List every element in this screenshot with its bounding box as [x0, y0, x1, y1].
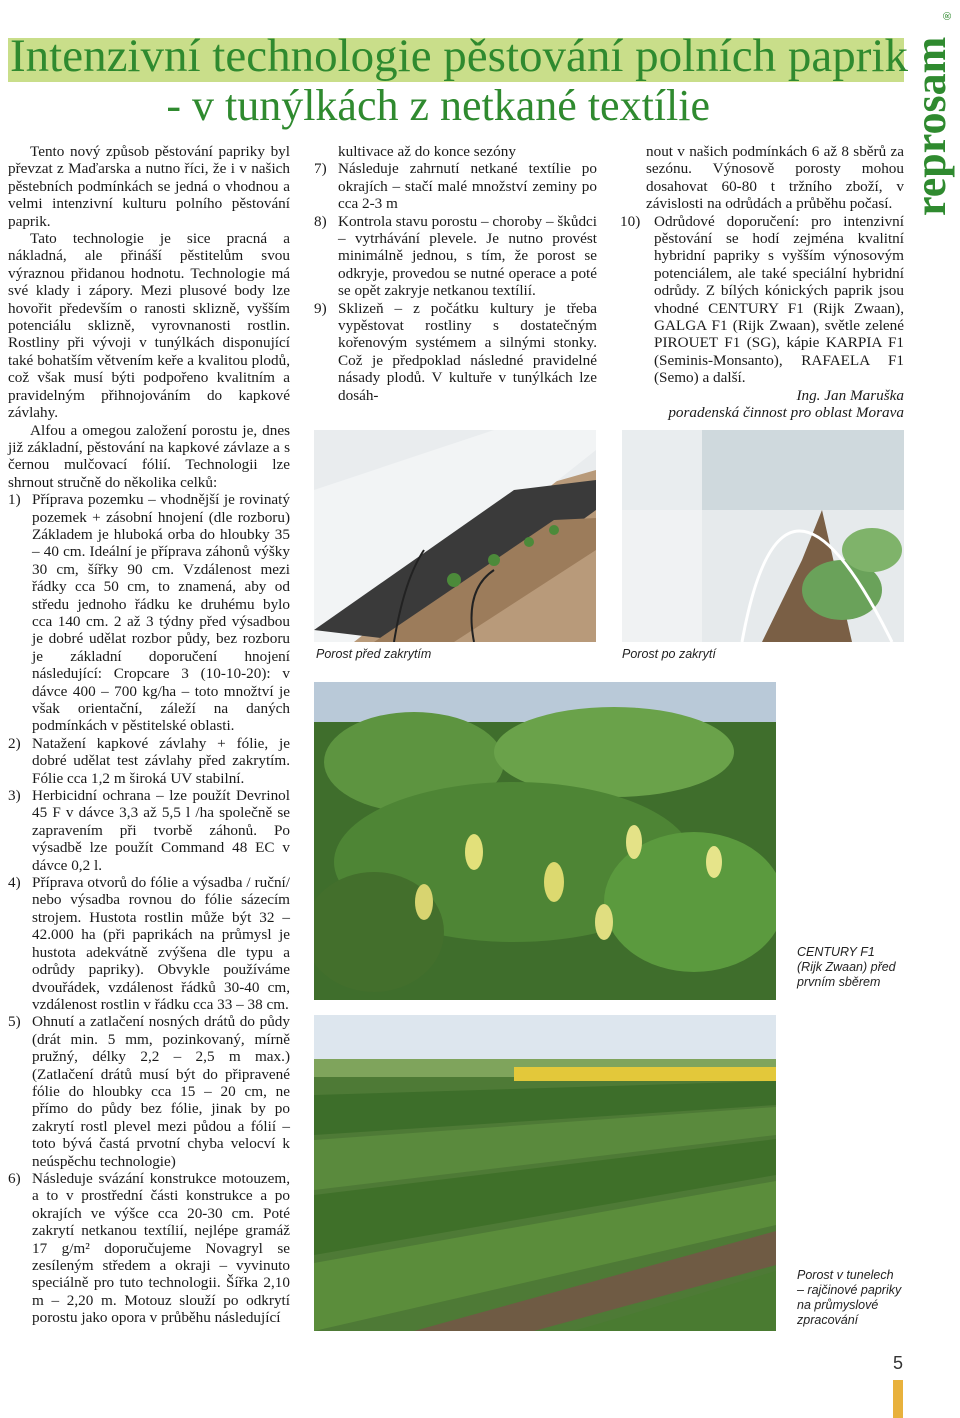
page-accent-bar	[893, 1380, 903, 1418]
photo-field-after-covering	[622, 430, 904, 642]
column-1	[8, 143, 290, 1327]
list-item: 3) Herbicidní ochrana – lze použít Devrinol 45 F v dávce 3,3 až 5,5 l /ha společně se zapravením při tvorbě záhonů. Po výsadbě lze použít Command 48 EC v dávce 0,2 l.	[8, 787, 290, 874]
photo-field-rows	[314, 1015, 776, 1331]
summary-paragraph: Alfou a omegou založení porostu je, dnes již základní, pěstování na kapkové závlaze a s černou mulčovací fólií. Technologii lze shrnout stručně do několika celků:	[8, 421, 290, 491]
list-item: 8) Kontrola stavu porostu – choroby – škůdci – vytrhávání plevele. Je nutno provést minimálně jednou, s tím, že porost se odkryje, provedou se nutné operace a poté se opět zakryje netkanou textílií.	[314, 212, 597, 300]
column-2	[314, 143, 597, 404]
pros-cons-paragraph: Tato technologie je sice pracná a nákladná, ale přináší pěstitelům svou výraznou přidanou hodnotu. Technologie má své klady i zápory. Mezi plusové body lze hovořit především o ranosti sklizně, vyšším potenciálu sklizně, vyrovnanosti rostlin. Rostliny při vývoji v tunýlkách disponující také bohatším větvením keře a kvalitou plodů, což však musí býti podpořeno kvalitním a pravidelným přihnojováním do kapkové závlahy.	[8, 230, 290, 422]
list-item: 2) Natažení kapkové závlahy + fólie, je dobré udělat test závlahy před zakrytím. Fólie cca 1,2 m široká UV stabilní.	[8, 734, 290, 787]
photo-century-f1-peppers	[314, 682, 776, 1000]
list-item: 4) Příprava otvorů do fólie a výsadba / ruční/ nebo výsadba rovnou do fólie sázecím strojem. Hustota rostlin může být 32 – 42.000 ha (při paprikách na průmysl je hustota adekvátně zvýšena dle typu a odrůdy papriky). Obvykle používáme dvouřádek, vzdálenost řádků 30-40 cm, vzdálenost rostlin v řádku cca 33 – 38 cm.	[8, 874, 290, 1013]
author-role: poradenská činnost pro oblast Morava	[668, 404, 904, 422]
intro-paragraph: Tento nový způsob pěstování papriky byl převzat z Maďarska a nutno říci, že i v našich pěstebních podmínkách se jedná o vhodnou a velmi intenzivní kulturu polního pěstování paprik.	[8, 143, 290, 230]
page-number: 5	[893, 1353, 904, 1373]
article-title: Intenzivní technologie pěstování polních paprik	[10, 30, 908, 82]
author-name: Ing. Jan Maruška	[796, 386, 904, 404]
reprosam-logo	[905, 6, 957, 218]
list-item: 9) Sklizeň – z počátku kultury je třeba vypěstovat rostliny s dostatečným kořenovým systémem a silnými stonky. Což je předpoklad následné pravidelné násady plodů. V kultuře v tunýlkách lze dosáh-	[314, 299, 597, 404]
continued-text: kultivace až do konce sezóny	[338, 143, 516, 160]
caption-photo-3: CENTURY F1 (Rijk Zwaan) před prvním sběrem	[797, 945, 896, 989]
list-item: 7) Následuje zahrnutí netkané textílie po okrajích – stačí malé množství zeminy po cca 2-3 m	[314, 160, 597, 213]
photo-field-before-covering	[314, 430, 596, 642]
list-item: 10) Odrůdové doporučení: pro intenzivní pěstování se hodí zejména kvalitní hybridní papriky s vyšším výnosovým potenciálem, ale také speciální hybridní odrůdy. Z bílých kónických paprik jsou vhodné CENTURY F1 (Rijk Zwaan), GALGA F1 (Rijk Zwaan), světle zelené PIROUET F1 (SG), kápie KARPIA F1 (Seminis-Monsanto), RAFAELA F1 (Semo) a další.	[620, 212, 904, 387]
caption-photo-2: Porost po zakrytí	[622, 647, 716, 661]
list-item: 1) Příprava pozemku – vhodnější je rovinatý pozemek + zásobní hnojení (dle rozboru) Základem je hluboká orba do hloubky 35 – 40 cm. Ideální je příprava záhonů výšky 30 cm, šířky 90 cm. Vzdálenost mezi řádky cca 50 cm, to znamená, aby od středu jednoho řádku ke druhému bylo cca 140 cm. 2 až 3 týdny před výsadbou je dobré udělat rozbor půdy, bez rozboru je základní doporučení hnojení následující: Cropcare 3 (10-10-20): v dávce 400 – 700 kg/ha – toto množtví je však orientační, záleží na daných podmínkách v pěstitelské oblasti.	[8, 491, 290, 735]
column-3	[620, 143, 904, 422]
brand-registered-mark: ®	[942, 11, 954, 20]
brand-name: reprosam	[906, 36, 955, 216]
caption-photo-4: Porost v tunelech – rajčinové papriky na průmyslové zpracování	[797, 1268, 902, 1327]
list-item: 5) Ohnutí a zatlačení nosných drátů do půdy (drát min. 5 mm, pozinkovaný, mírně pružný, délky 2,2 – 2,5 m max.) (Zatlačení drátů musí být do připravené fólie do hloubky cca 15 – 20 cm, ne přímo do půdy bez fólie, jinak by po zakrytí rostl plevel mezi půdou a fólií – toto bývá častá prvotní chyba velocví k neúspěchu technologie)	[8, 1013, 290, 1170]
article-subtitle: - v tunýlkách z netkané textílie	[166, 81, 710, 130]
continued-text: nout v našich podmínkách 6 až 8 sběrů za sezónu. Výnosově porosty mohou dosahovat 60-80 t tržního zboží, v závislosti na odrůdách a průběhu počasí.	[646, 143, 904, 213]
caption-photo-1: Porost před zakrytím	[316, 647, 432, 661]
list-item: 6) Následuje svázání konstrukce motouzem, a to v prostřední části konstrukce a po okrajích ve výšce cca 20-30 cm. Poté zakrytí netkanou textílií, nejlépe gramáž 17 g/m² doporučujeme Novagryl se zesíleným středem a okraji – vyvinuto speciálně pro tuto technologii. Šířka 2,10 m – 2,20 m. Motouz slouží po odkrytí porostu jako opora v průběhu následující	[8, 1169, 290, 1327]
